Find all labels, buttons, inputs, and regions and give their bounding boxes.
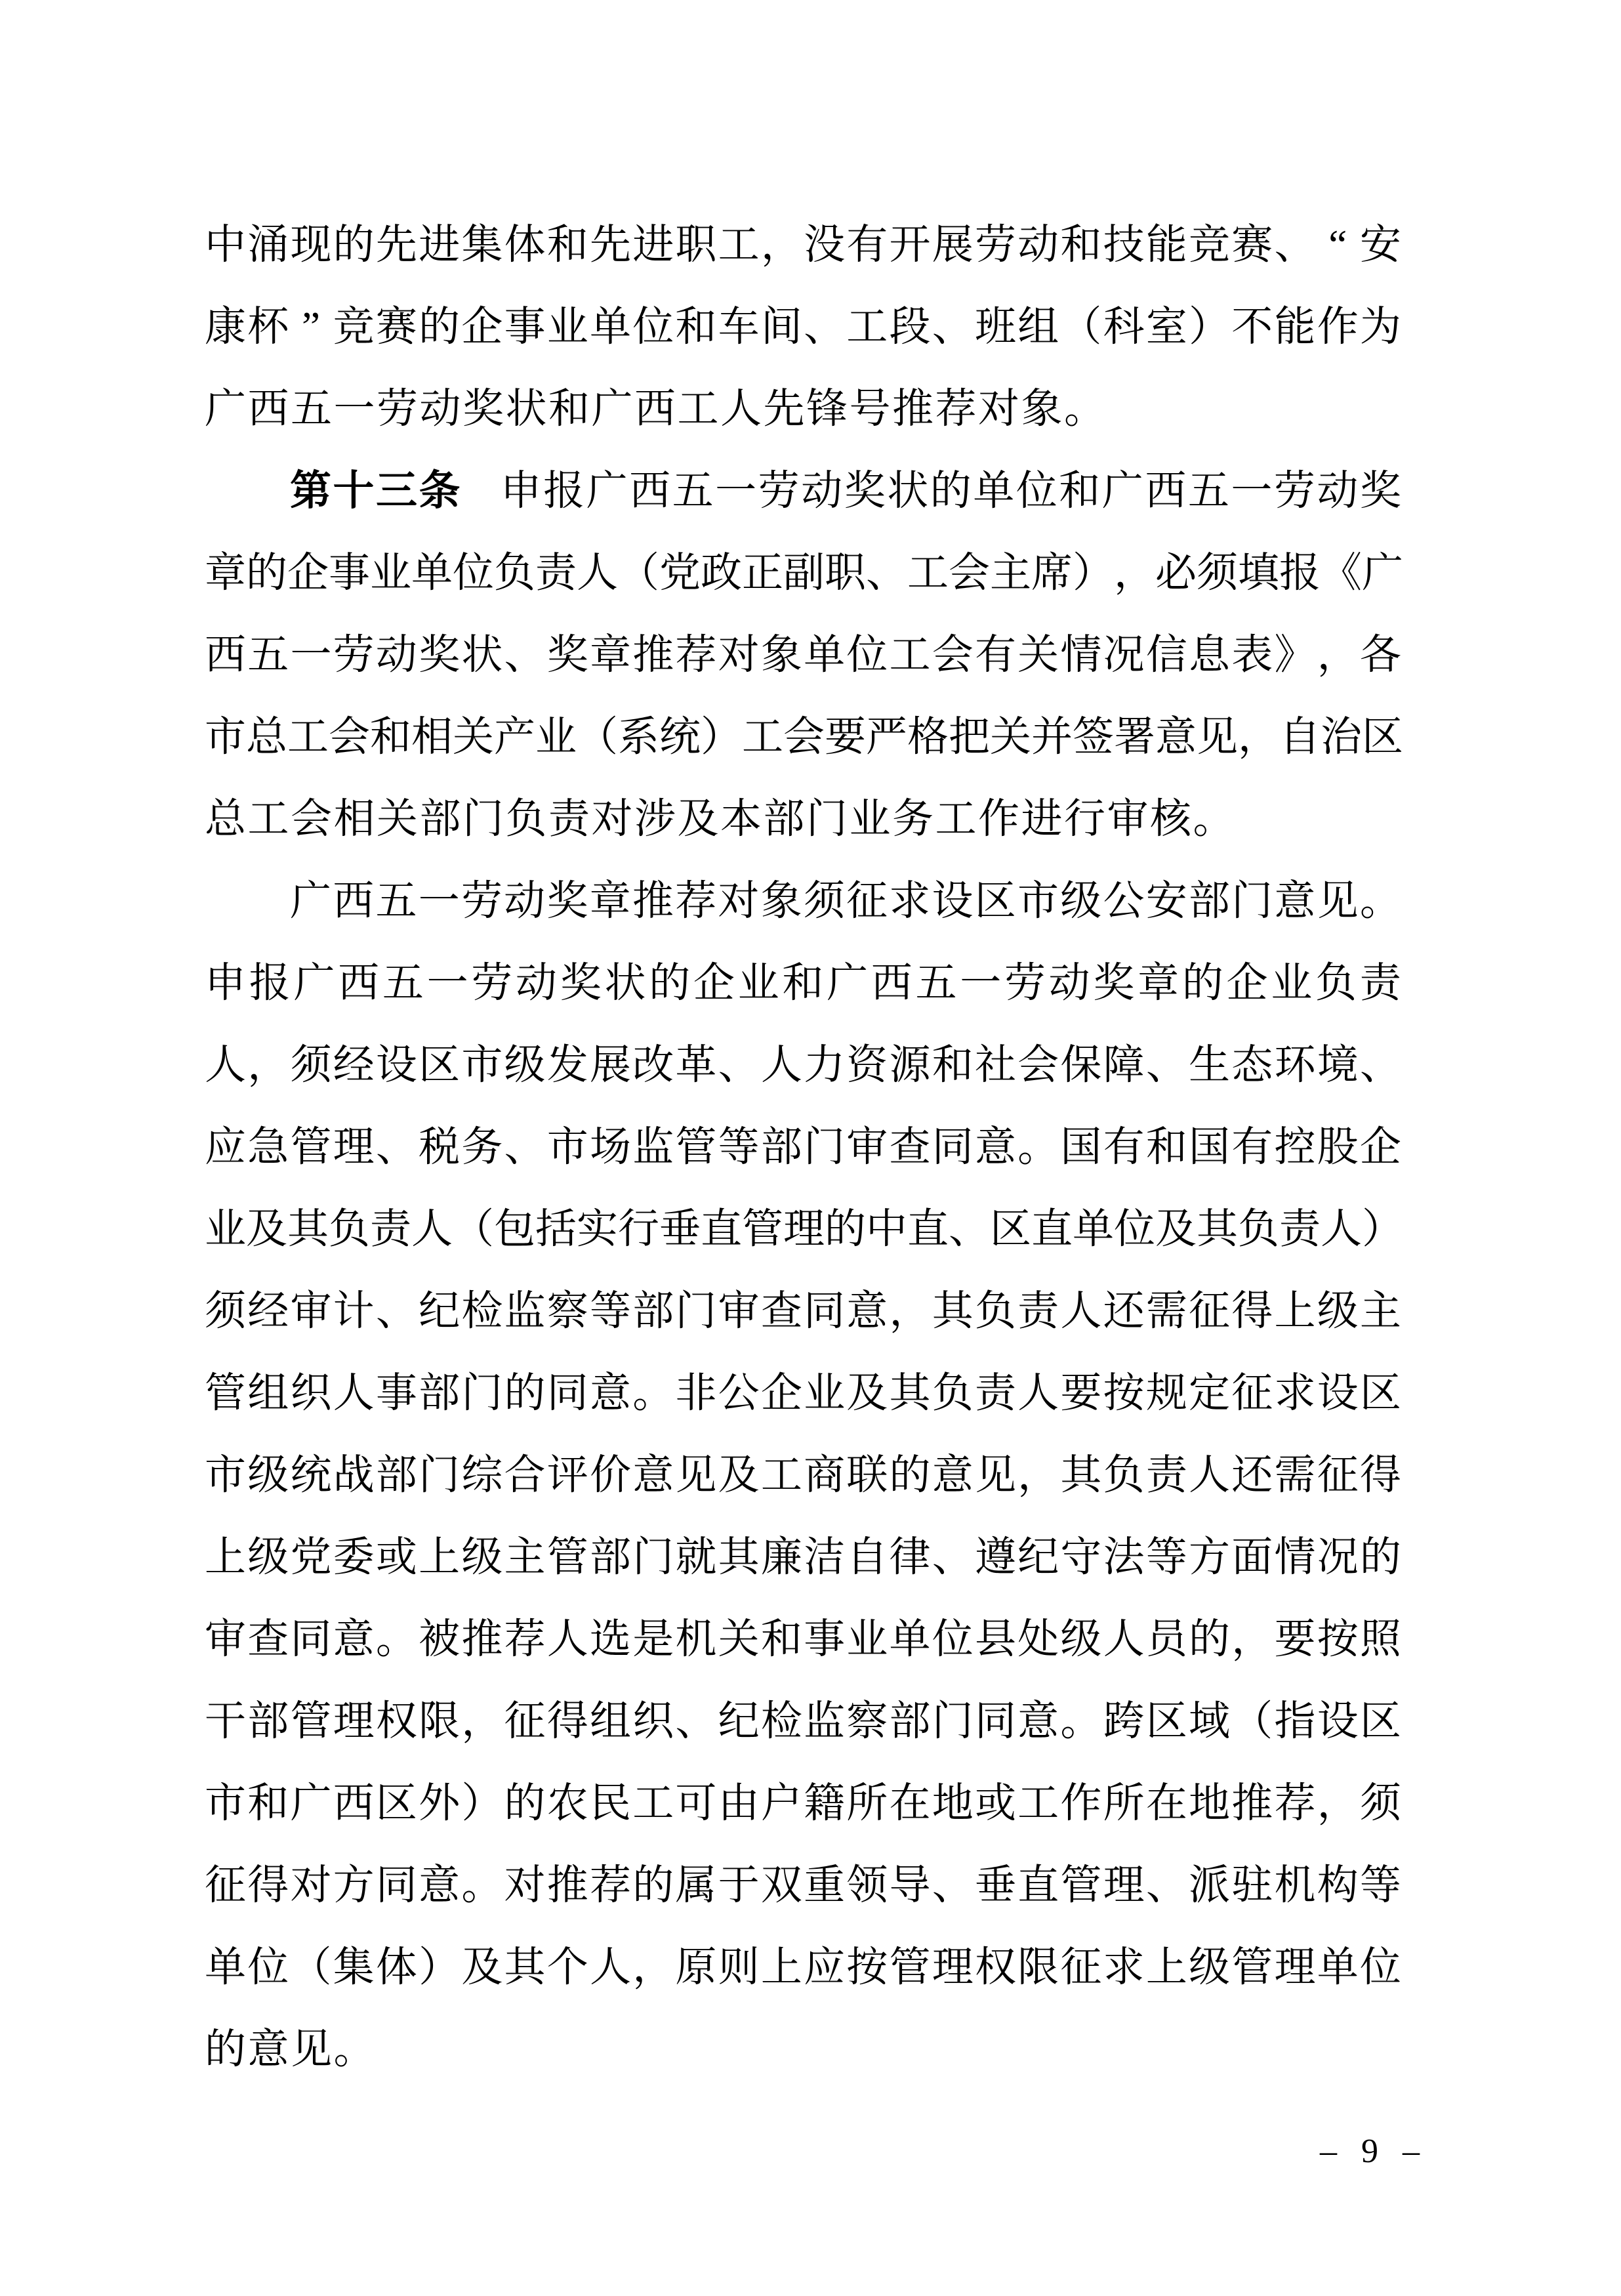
text-line-16: 市 级 统 战 部 门 综 合 评 价 意 见 及 工 商 联 的 意 见 ， 其 负 责 人 还 需 征 得 [205,1451,1401,1498]
text-line-13: 业 及 其 负 责 人 （ 包 括 实 行 垂 直 管 理 的 中 直 、 区 直 单 位 及 其 负 责 人 ） [205,1205,1403,1252]
text-line-10: 申 报 广 西 五 一 劳 动 奖 状 的 企 业 和 广 西 五 一 劳 动 奖 章 的 企 业 负 责 [205,959,1401,1006]
page-number [1320,2131,1420,2172]
page-number-glyph: – [1403,2133,1420,2170]
text-block [205,203,1401,2090]
text-line-15: 管 组 织 人 事 部 门 的 同 意 。 非 公 企 业 及 其 负 责 人 要 按 规 定 征 求 设 区 [205,1369,1401,1416]
text-line-6: 西 五 一 劳 动 奖 状 、 奖 章 推 荐 对 象 单 位 工 会 有 关 情 况 信 息 表 》 ， 各 [205,631,1401,678]
text-line-7: 市 总 工 会 和 相 关 产 业 （ 系 统 ） 工 会 要 严 格 把 关 并 签 署 意 见 ， 自 治 区 [205,713,1403,760]
text-line-5: 章 的 企 事 业 单 位 负 责 人 （ 党 政 正 副 职 、 工 会 主 席 ） ， 必 须 填 报 《 广 [205,549,1403,596]
page-number-glyph: 9 [1361,2133,1378,2170]
text-line-18: 审 查 同 意 。 被 推 荐 人 选 是 机 关 和 事 业 单 位 县 处 级 人 员 的 ， 要 按 照 [205,1616,1401,1662]
text-line-4: 第 十 三 条 申 报 广 西 五 一 劳 动 奖 状 的 单 位 和 广 西 五 一 劳 动 奖 [290,467,1401,514]
text-line-3: 广 西 五 一 劳 动 奖 状 和 广 西 工 人 先 锋 号 推 荐 对 象 。 [205,385,1105,432]
text-line-1: 中 涌 现 的 先 进 集 体 和 先 进 职 工 ， 没 有 开 展 劳 动 和 技 能 竞 赛 、 “ 安 [205,221,1401,268]
text-line-20: 市 和 广 西 区 外 ） 的 农 民 工 可 由 户 籍 所 在 地 或 工 作 所 在 地 推 荐 ， 须 [205,1780,1401,1826]
page-number-glyph: – [1320,2133,1337,2170]
text-line-21: 征 得 对 方 同 意 。 对 推 荐 的 属 于 双 重 领 导 、 垂 直 管 理 、 派 驻 机 构 等 [205,1862,1401,1908]
text-line-23: 的 意 见 。 [205,2026,375,2072]
text-line-14: 须 经 审 计 、 纪 检 监 察 等 部 门 审 查 同 意 ， 其 负 责 人 还 需 征 得 上 级 主 [205,1287,1401,1334]
text-line-11: 人 ， 须 经 设 区 市 级 发 展 改 革 、 人 力 资 源 和 社 会 保 障 、 生 态 环 境 、 [205,1041,1401,1088]
text-line-9: 广 西 五 一 劳 动 奖 章 推 荐 对 象 须 征 求 设 区 市 级 公 安 部 门 意 见 。 [290,877,1401,924]
text-line-2: 康 杯 ” 竞 赛 的 企 事 业 单 位 和 车 间 、 工 段 、 班 组 （ 科 室 ） 不 能 作 为 [205,303,1401,350]
text-line-8: 总 工 会 相 关 部 门 负 责 对 涉 及 本 部 门 业 务 工 作 进 行 审 核 。 [205,795,1235,842]
text-line-17: 上 级 党 委 或 上 级 主 管 部 门 就 其 廉 洁 自 律 、 遵 纪 守 法 等 方 面 情 况 的 [205,1534,1401,1580]
text-line-19: 干 部 管 理 权 限 ， 征 得 组 织 、 纪 检 监 察 部 门 同 意 。 跨 区 域 （ 指 设 区 [205,1698,1401,1744]
text-line-22: 单 位 （ 集 体 ） 及 其 个 人 ， 原 则 上 应 按 管 理 权 限 征 求 上 级 管 理 单 位 [205,1944,1401,1990]
text-line-12: 应 急 管 理 、 税 务 、 市 场 监 管 等 部 门 审 查 同 意 。 国 有 和 国 有 控 股 企 [205,1123,1401,1170]
